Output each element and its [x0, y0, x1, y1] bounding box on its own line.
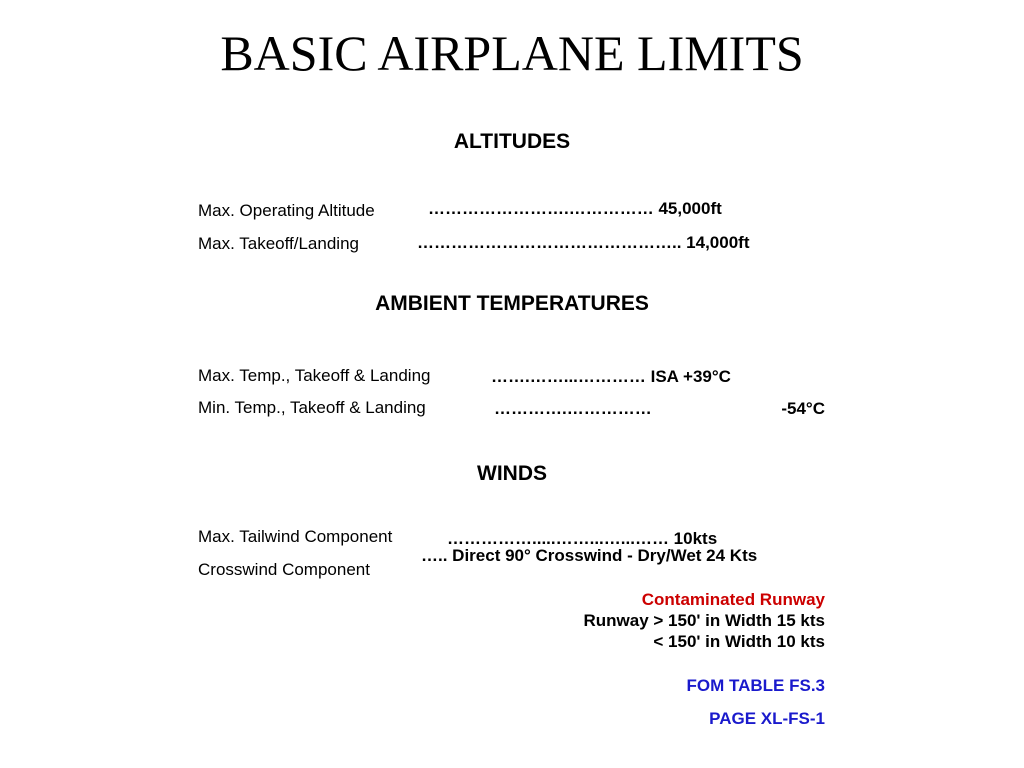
- contaminated-runway-heading: Contaminated Runway: [641, 590, 825, 609]
- page-reference: PAGE XL-FS-1: [709, 709, 825, 728]
- winds-heading: WINDS: [477, 462, 547, 485]
- temperatures-heading: AMBIENT TEMPERATURES: [375, 292, 649, 315]
- min-temp-leader: ………….……………: [494, 399, 652, 418]
- max-takeoff-landing-label: Max. Takeoff/Landing: [198, 234, 359, 253]
- max-operating-altitude-value: …………………….…………… 45,000ft: [428, 199, 722, 218]
- page-title: BASIC AIRPLANE LIMITS: [220, 25, 804, 81]
- max-operating-altitude-label: Max. Operating Altitude: [198, 201, 375, 220]
- crosswind-label: Crosswind Component: [198, 560, 370, 579]
- max-takeoff-landing-value: ……………………………………….. 14,000ft: [417, 233, 750, 252]
- altitudes-heading: ALTITUDES: [453, 130, 571, 153]
- max-temp-label: Max. Temp., Takeoff & Landing: [198, 366, 431, 385]
- fom-table-reference: FOM TABLE FS.3: [686, 676, 825, 695]
- contaminated-runway-narrow: < 150' in Width 10 kts: [653, 632, 825, 651]
- contaminated-runway-wide: Runway > 150' in Width 15 kts: [583, 611, 825, 630]
- max-tailwind-value: …………….....……...…...…… 10kts: [447, 529, 718, 548]
- max-temp-value: …….……...………… ISA +39°C: [491, 367, 731, 386]
- min-temp-label: Min. Temp., Takeoff & Landing: [198, 398, 426, 417]
- max-tailwind-label: Max. Tailwind Component: [198, 527, 393, 546]
- crosswind-value: ….. Direct 90° Crosswind - Dry/Wet 24 Kts: [421, 546, 758, 565]
- min-temp-value: -54°C: [781, 399, 825, 418]
